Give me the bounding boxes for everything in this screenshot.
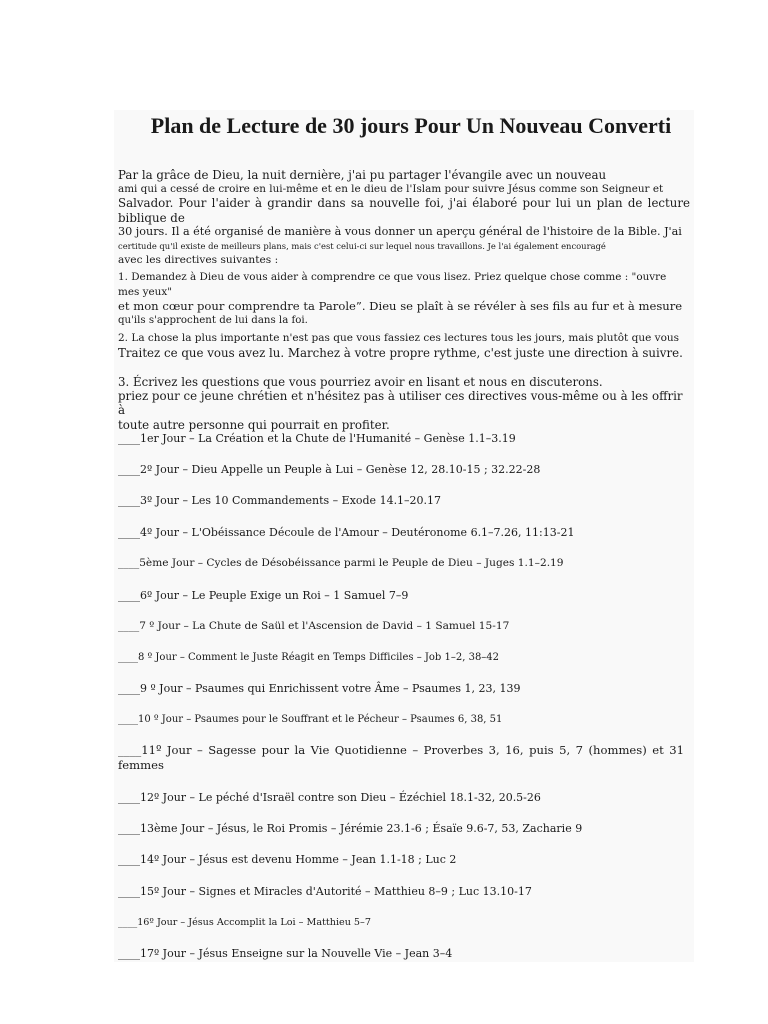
reading-day-item: ____11º Jour – Sagesse pour la Vie Quotidienne – Proverbes 3, 16, puis 5, 7 (hommes) et 31 femmes <box>118 743 684 772</box>
reading-day-item: ____8 º Jour – Comment le Juste Réagit en Temps Difficiles – Job 1–2, 38–42 <box>118 652 500 663</box>
intro-line: Salvador. Pour l'aider à grandir dans sa nouvelle foi, j'ai élaboré pour lui un plan de lecture biblique de <box>118 196 690 225</box>
directive-line: toute autre personne qui pourrait en profiter. <box>118 417 390 432</box>
intro-line: Par la grâce de Dieu, la nuit dernière, j'ai pu partager l'évangile avec un nouveau <box>118 168 607 182</box>
document-page <box>114 110 694 962</box>
reading-day-item: ____7 º Jour – La Chute de Saül et l'Ascension de David – 1 Samuel 15-17 <box>118 620 510 632</box>
document-title: Plan de Lecture de 30 jours Pour Un Nouveau Converti <box>150 113 672 138</box>
reading-day-item: ____1er Jour – La Création et la Chute de l'Humanité – Genèse 1.1–3.19 <box>118 432 516 445</box>
reading-day-item: ____14º Jour – Jésus est devenu Homme – Jean 1.1-18 ; Luc 2 <box>118 853 457 866</box>
reading-day-item: ____4º Jour – L'Obéissance Découle de l'Amour – Deutéronome 6.1–7.26, 11:13-21 <box>118 526 575 539</box>
reading-day-item: ____15º Jour – Signes et Miracles d'Autorité – Matthieu 8–9 ; Luc 13.10-17 <box>118 885 532 898</box>
directive-line: 2. La chose la plus importante n'est pas que vous fassiez ces lectures tous les jours, mais plutôt que vous <box>118 332 680 344</box>
directive-1 <box>118 270 690 328</box>
reading-day-item: ____12º Jour – Le péché d'Israël contre son Dieu – Ézéchiel 18.1-32, 20.5-26 <box>118 791 541 804</box>
reading-day-item: ____17º Jour – Jésus Enseigne sur la Nouvelle Vie – Jean 3–4 <box>118 947 453 960</box>
reading-day-item: ____3º Jour – Les 10 Commandements – Exode 14.1–20.17 <box>118 494 442 507</box>
directive-line: qu'ils s'approchent de lui dans la foi. <box>118 314 308 326</box>
directive-3 <box>118 375 690 432</box>
reading-day-item: ____16º Jour – Jésus Accomplit la Loi – Matthieu 5–7 <box>118 917 371 928</box>
reading-day-item: ____5ème Jour – Cycles de Désobéissance parmi le Peuple de Dieu – Juges 1.1–2.19 <box>118 557 564 569</box>
intro-line: ami qui a cessé de croire en lui-même et en le dieu de l'Islam pour suivre Jésus comme son Seigneur et <box>118 183 664 196</box>
intro-line: avec les directives suivantes : <box>118 254 279 267</box>
directive-2 <box>118 331 690 360</box>
directive-line: Traitez ce que vous avez lu. Marchez à votre propre rythme, c'est juste une direction à suivre. <box>118 345 683 360</box>
directive-line: 1. Demandez à Dieu de vous aider à comprendre ce que vous lisez. Priez quelque chose comme : "ouvre mes yeux" <box>118 271 667 298</box>
reading-day-item: ____6º Jour – Le Peuple Exige un Roi – 1 Samuel 7–9 <box>118 589 409 602</box>
reading-day-item: ____13ème Jour – Jésus, le Roi Promis – Jérémie 23.1-6 ; Ésaïe 9.6-7, 53, Zacharie 9 <box>118 822 583 835</box>
intro-line: 30 jours. Il a été organisé de manière à vous donner un aperçu général de l'histoire de la Bible. J'ai <box>118 224 682 238</box>
directive-line: 3. Écrivez les questions que vous pourriez avoir en lisant et nous en discuterons. <box>118 375 603 389</box>
reading-day-item: ____2º Jour – Dieu Appelle un Peuple à Lui – Genèse 12, 28.10-15 ; 32.22-28 <box>118 463 541 476</box>
reading-day-item: ____9 º Jour – Psaumes qui Enrichissent votre Âme – Psaumes 1, 23, 139 <box>118 682 521 695</box>
intro-paragraph <box>118 168 690 267</box>
intro-line: certitude qu'il existe de meilleurs plans, mais c'est celui-ci sur lequel nous travaillons. Je l'ai également encouragé <box>118 241 606 252</box>
reading-day-item: ____10 º Jour – Psaumes pour le Souffrant et le Pécheur – Psaumes 6, 38, 51 <box>118 714 503 725</box>
directive-line: priez pour ce jeune chrétien et n'hésitez pas à utiliser ces directives vous-même ou à les offrir à <box>118 389 683 418</box>
directive-line: et mon cœur pour comprendre ta Parole”. Dieu se plaît à se révéler à ses fils au fur et à mesure <box>118 299 683 314</box>
